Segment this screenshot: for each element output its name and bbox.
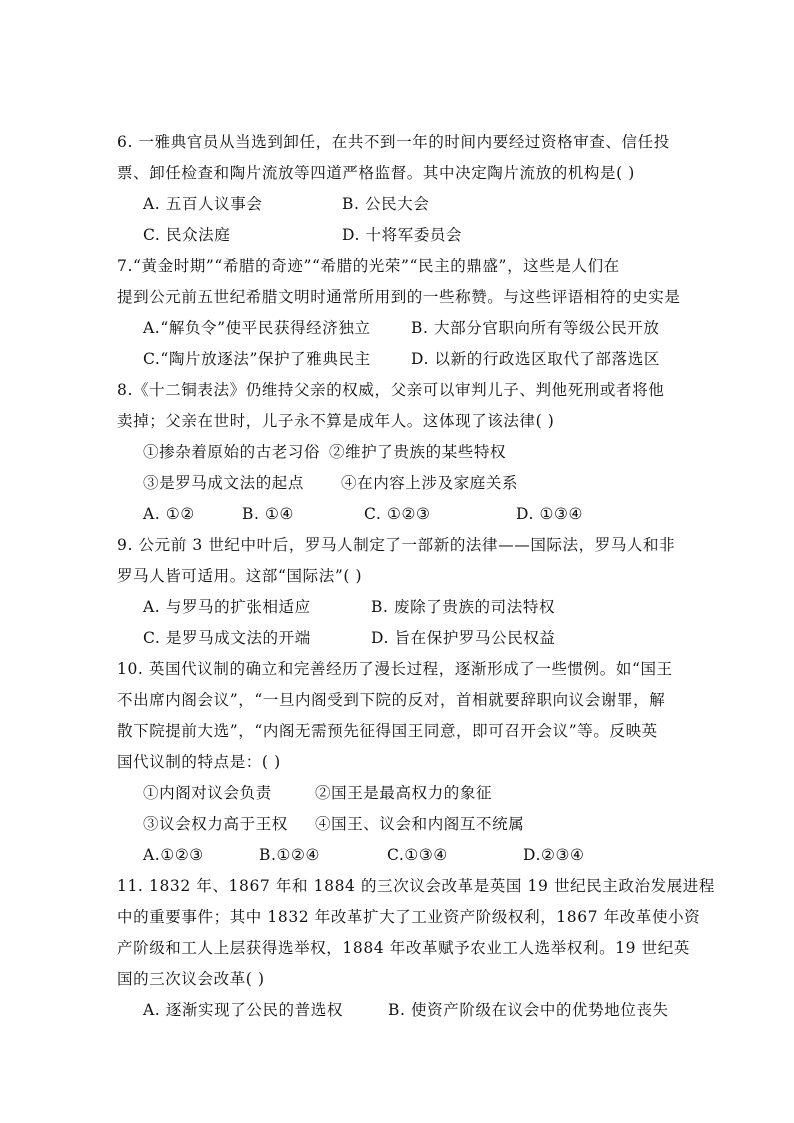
q6-option-a: A. 五百人议事会 [143,195,263,213]
q10-statement-2: ②国王是最高权力的象征 [315,784,493,802]
q9-stem-line-2: 罗马人皆可适用。这部“国际法”( ) [117,567,363,585]
q11-option-b: B. 使资产阶级在议会中的优势地位丧失 [388,1001,669,1019]
q8-stem-line-1: 8.《十二铜表法》仍维持父亲的权威，父亲可以审判儿子、判他死刑或者将他 [117,381,665,399]
q9-option-d: D. 旨在保护罗马公民权益 [371,629,556,647]
q8-option-a: A. ①② [143,505,195,523]
q6-option-d: D. 十将军委员会 [342,226,463,244]
q9-option-a: A. 与罗马的扩张相适应 [143,598,311,616]
q6-option-c: C. 民众法庭 [143,226,231,244]
q10-option-c: C.①③④ [387,846,448,864]
q10-statement-1: ①内阁对议会负责 [143,784,272,802]
q8-statement-2: ②维护了贵族的某些特权 [329,443,507,461]
q10-stem-line-2: 不出席内阁会议”，“一旦内阁受到下院的反对，首相就要辞职向议会谢罪，解 [117,691,666,709]
q9-option-b: B. 废除了贵族的司法特权 [371,598,556,616]
q10-statement-3: ③议会权力高于王权 [143,815,288,833]
q11-stem-line-3: 产阶级和工人上层获得选举权，1884 年改革赋予农业工人选举权利。19 世纪英 [117,939,690,957]
q7-option-b: B. 大部分官职向所有等级公民开放 [411,319,660,337]
q8-statement-4: ④在内容上涉及家庭关系 [341,474,519,492]
q11-stem-line-1: 11. 1832 年、1867 年和 1884 的三次议会改革是英国 19 世纪民主政治发展进程 [117,877,716,895]
q8-option-d: D. ①③④ [516,505,584,523]
q7-option-c: C.“陶片放逐法”保护了雅典民主 [143,350,371,368]
q7-option-d: D. 以新的行政选区取代了部落选区 [411,350,660,368]
q10-option-d: D.②③④ [523,846,585,864]
q8-statement-3: ③是罗马成文法的起点 [143,474,305,492]
q6-stem-line-2: 票、卸任检查和陶片流放等四道严格监督。其中决定陶片流放的机构是( ) [117,164,635,182]
q11-stem-line-4: 国的三次议会改革( ) [117,970,265,988]
q8-option-b: B. ①④ [242,505,295,523]
q8-option-c: C. ①②③ [364,505,431,523]
q11-option-a: A. 逐渐实现了公民的普选权 [143,1001,343,1019]
q10-statement-4: ④国王、议会和内阁互不统属 [315,815,525,833]
q9-option-c: C. 是罗马成文法的开端 [143,629,311,647]
q10-stem-line-1: 10. 英国代议制的确立和完善经历了漫长过程，逐渐形成了一些惯例。如“国王 [117,660,673,678]
q7-stem-line-1: 7.“黄金时期”“希腊的奇迹”“希腊的光荣”“民主的鼎盛”，这些是人们在 [117,257,620,275]
q7-option-a: A.“解负令”使平民获得经济独立 [143,319,371,337]
q6-option-b: B. 公民大会 [342,195,430,213]
q8-statement-1: ①掺杂着原始的古老习俗 [143,443,321,461]
q7-stem-line-2: 提到公元前五世纪希腊文明时通常所用到的一些称赞。与这些评语相符的史实是 [117,288,681,306]
q10-option-b: B.①②④ [259,846,321,864]
q6-stem-line-1: 6. 一雅典官员从当选到卸任，在共不到一年的时间内要经过资格审查、信任投 [117,133,670,151]
q10-stem-line-4: 国代议制的特点是：( ) [117,753,281,771]
q10-stem-line-3: 散下院提前大选”，“内阁无需预先征得国王同意，即可召开会议”等。反映英 [117,722,658,740]
q8-stem-line-2: 卖掉；父亲在世时，儿子永不算是成年人。这体现了该法律( ) [117,412,555,430]
q11-stem-line-2: 中的重要事件；其中 1832 年改革扩大了工业资产阶级权利，1867 年改革使小资 [117,908,701,926]
q9-stem-line-1: 9. 公元前 3 世纪中叶后，罗马人制定了一部新的法律——国际法，罗马人和非 [117,536,676,554]
q10-option-a: A.①②③ [143,846,204,864]
